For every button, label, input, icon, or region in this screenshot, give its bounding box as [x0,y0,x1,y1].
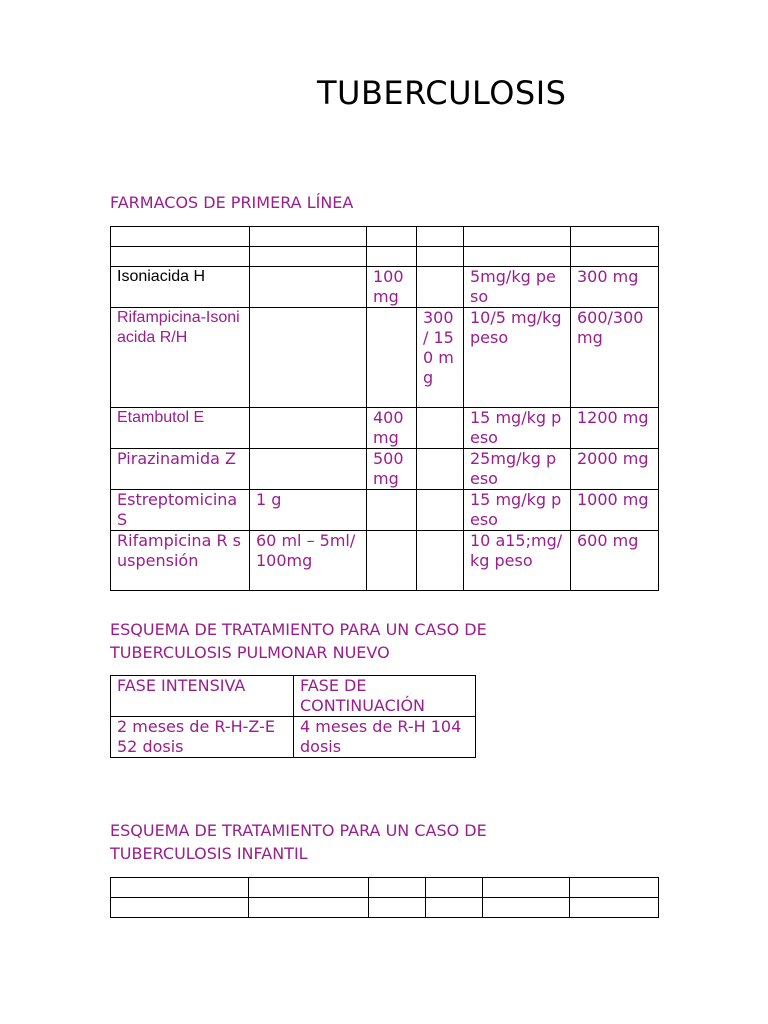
drug-cell [250,449,367,490]
child-treatment-scheme-table [110,877,659,918]
section-heading-pulmonary-scheme: ESQUEMA DE TRATAMIENTO PARA UN CASO DE TUBERCULOSIS PULMONAR NUEVO [110,620,487,662]
drug-cell: 400 mg [367,408,417,449]
drug-dose-per-kg: 25mg/kg peso [464,449,571,490]
table-row [111,676,476,717]
section-heading-first-line-drugs: FARMACOS DE PRIMERA LÍNEA [110,193,354,212]
section-heading-child-scheme: ESQUEMA DE TRATAMIENTO PARA UN CASO DE TUBERCULOSIS INFANTIL [110,821,487,863]
drug-cell [367,531,417,591]
drug-cell: 300 / 150 mg [417,308,464,408]
drug-max-dose: 600/300 mg [571,308,659,408]
drug-max-dose: 1200 mg [571,408,659,449]
drug-max-dose: 300 mg [571,267,659,308]
continuation-phase-value: 4 meses de R-H 104 dosis [294,717,476,758]
table-header-row [111,227,659,247]
table-row [111,449,659,490]
drug-cell [367,490,417,531]
drug-cell [250,267,367,308]
drug-dose-per-kg: 10 a15;mg/kg peso [464,531,571,591]
drug-max-dose: 600 mg [571,531,659,591]
drug-dose-per-kg: 15 mg/kg peso [464,490,571,531]
pulmonary-treatment-scheme-table [110,675,476,758]
table-row [111,267,659,308]
drug-cell: 500 mg [367,449,417,490]
drug-cell: 1 g [250,490,367,531]
drug-cell [417,408,464,449]
drug-name: Etambutol E [111,408,250,449]
drug-max-dose: 2000 mg [571,449,659,490]
table-row [111,490,659,531]
drug-name: Rifampicina R suspensión [111,531,250,591]
drug-cell: 60 ml – 5ml/100mg [250,531,367,591]
continuation-phase-header: FASE DE CONTINUACIÓN [294,676,476,717]
drug-cell [417,490,464,531]
drug-cell [417,449,464,490]
drug-cell: 100 mg [367,267,417,308]
drug-dose-per-kg: 15 mg/kg peso [464,408,571,449]
intensive-phase-header: FASE INTENSIVA [111,676,294,717]
table-row [111,717,476,758]
table-header-row [111,247,659,267]
drug-dose-per-kg: 10/5 mg/kg peso [464,308,571,408]
first-line-drugs-table [110,226,659,591]
drug-name: Rifampicina-Isoniacida R/H [111,308,250,408]
table-row [111,531,659,591]
drug-max-dose: 1000 mg [571,490,659,531]
drug-cell [417,267,464,308]
document-title: TUBERCULOSIS [317,74,567,112]
drug-cell [250,308,367,408]
drug-cell [417,531,464,591]
drug-name: Isoniacida H [111,267,250,308]
table-row [111,308,659,408]
drug-dose-per-kg: 5mg/kg peso [464,267,571,308]
drug-cell [367,308,417,408]
table-row [111,878,659,898]
intensive-phase-value: 2 meses de R-H-Z-E 52 dosis [111,717,294,758]
drug-name: Pirazinamida Z [111,449,250,490]
drug-name: Estreptomicina S [111,490,250,531]
table-row [111,898,659,918]
drug-cell [250,408,367,449]
table-row [111,408,659,449]
